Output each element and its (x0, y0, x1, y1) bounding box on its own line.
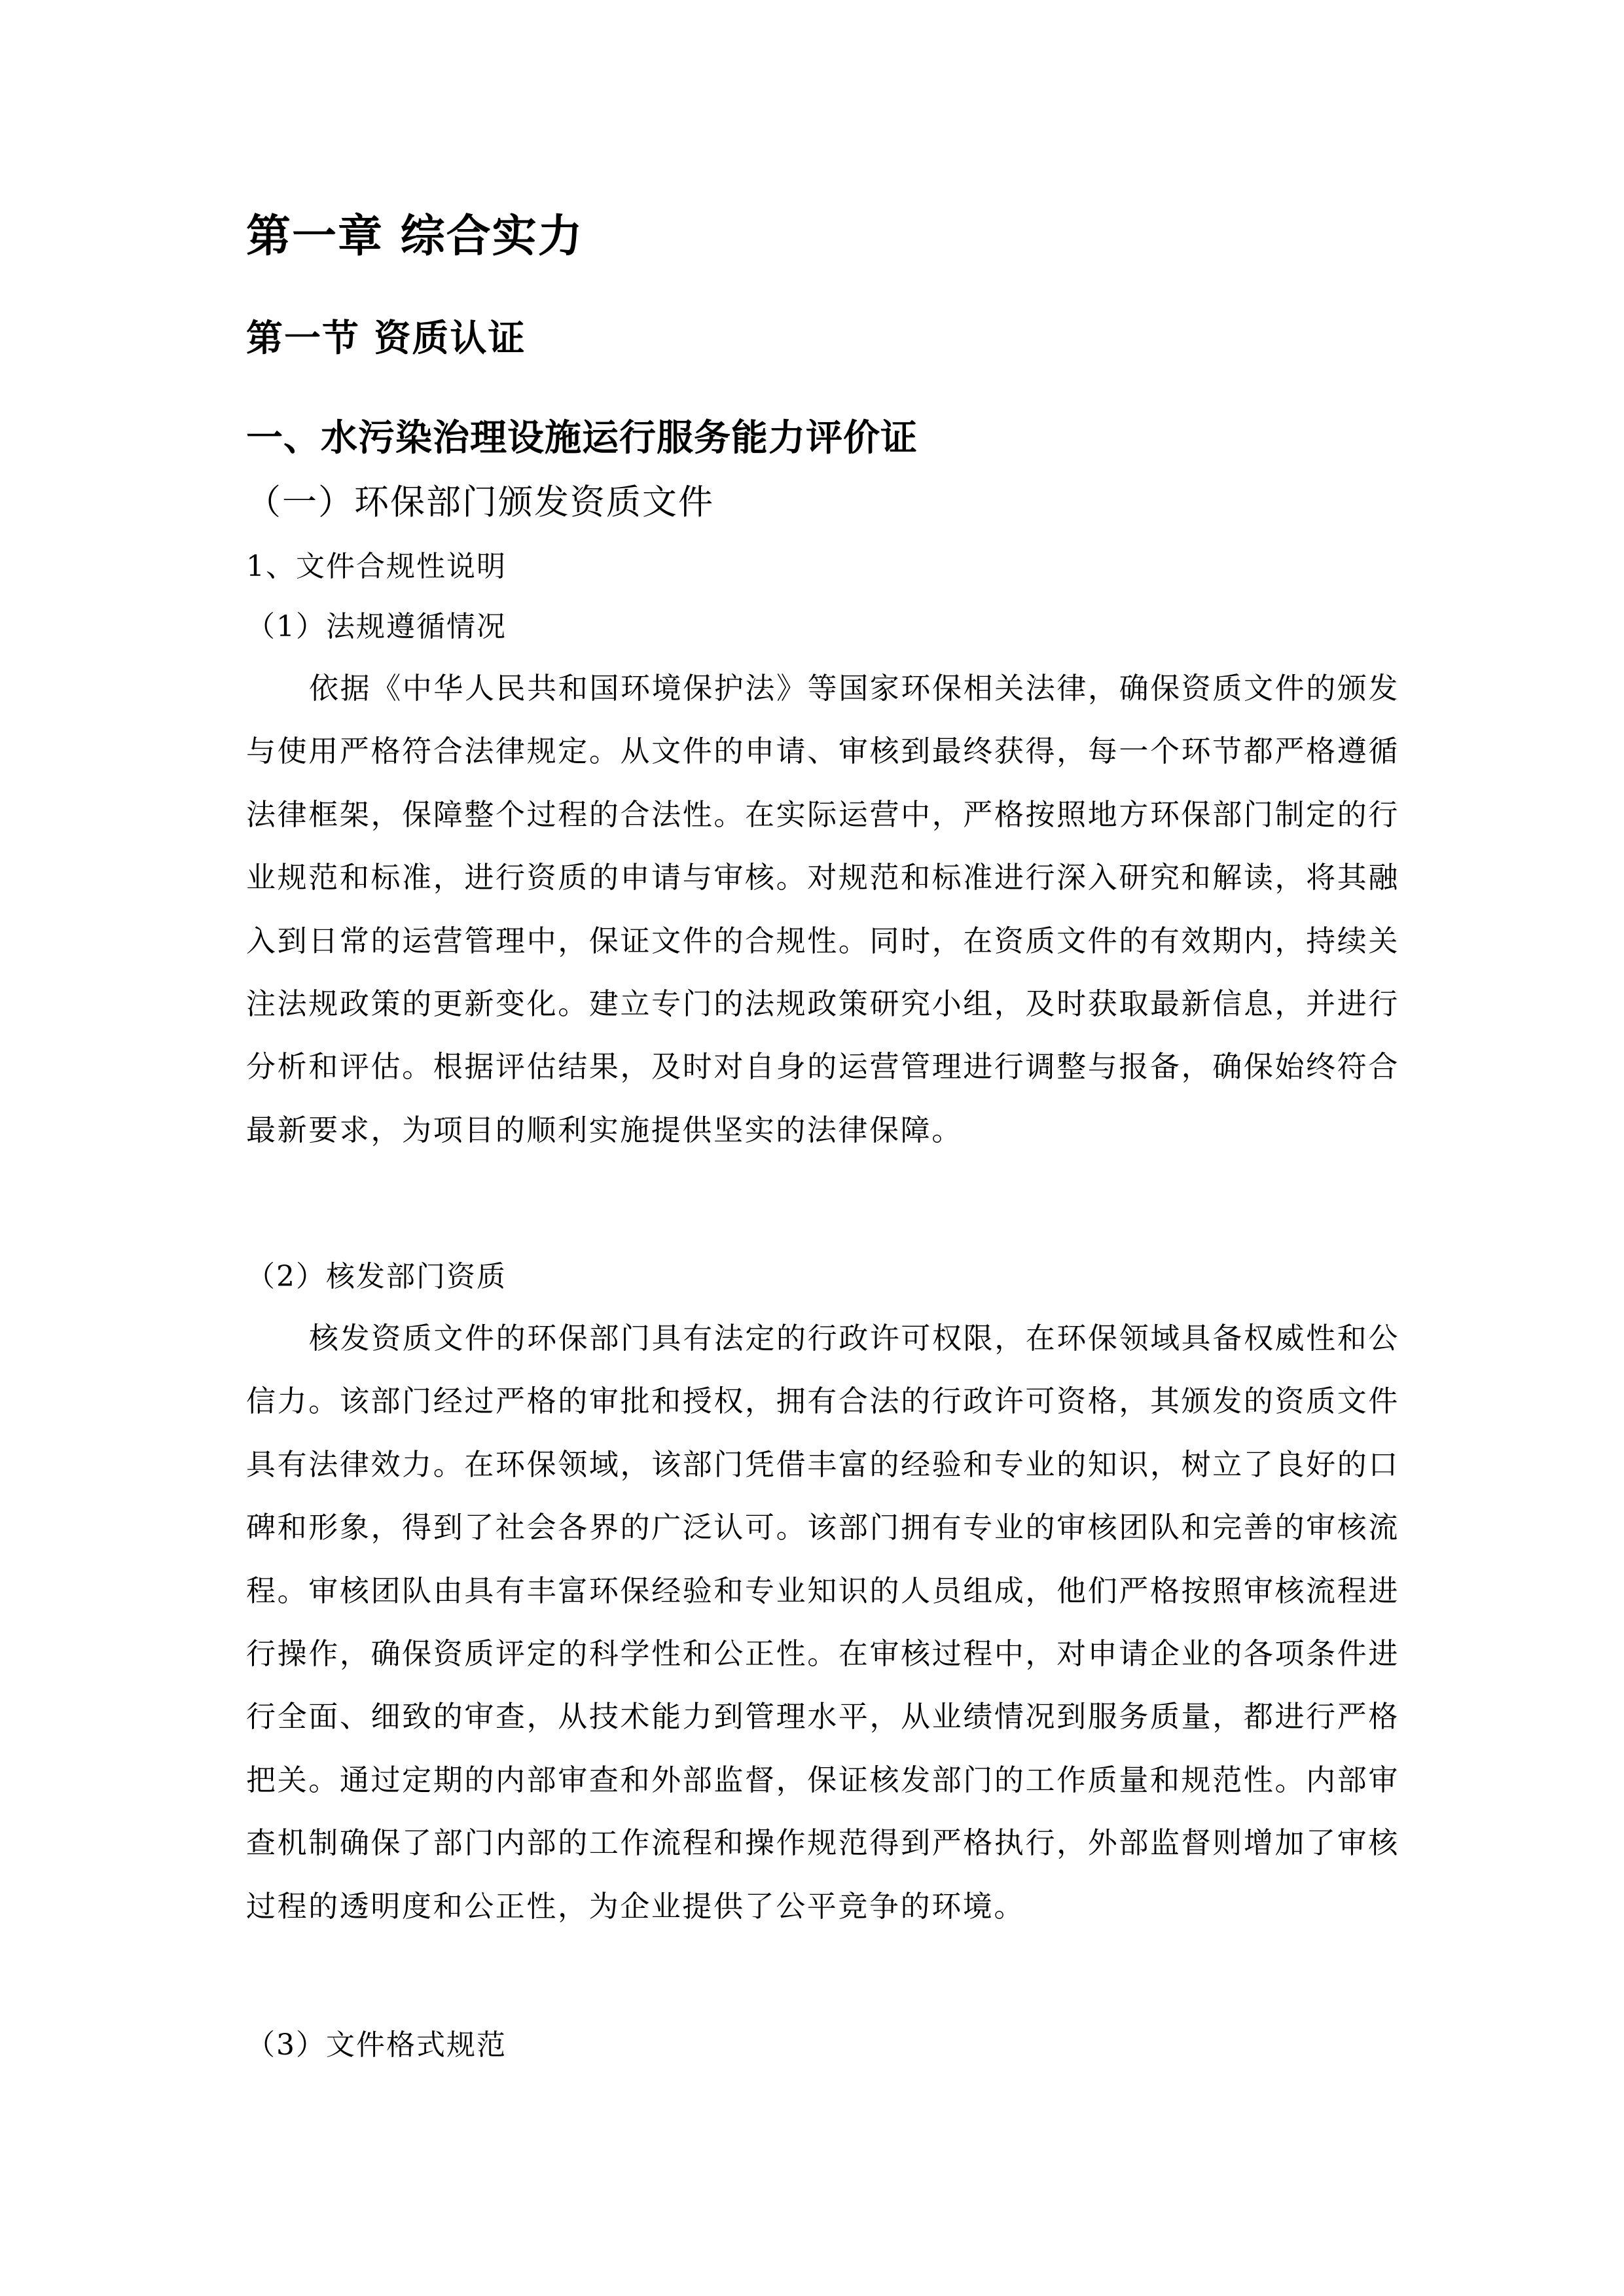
sub-item-heading: （3）文件格式规范 (246, 2028, 507, 2062)
paragraph: 依据《中华人民共和国环境保护法》等国家环保相关法律，确保资质文件的颁发与使用严格符合法律规定。从文件的申请、审核到最终获得，每一个环节都严格遵循法律框架，保障整个过程的合法性。在实际运营中，严格按照地方环保部门制定的行业规范和标准，进行资质的申请与审核。对规范和标准进行深入研究和解读，将其融入到日常的运营管理中，保证文件的合规性。同时，在资质文件的有效期内，持续关注法规政策的更新变化。建立专门的法规政策研究小组，及时获取最新信息，并进行分析和评估。根据评估结果，及时对自身的运营管理进行调整与报备，确保始终符合最新要求，为项目的顺利实施提供坚实的法律保障。 (246, 671, 1400, 1147)
sub-item-heading: （1）法规遵循情况 (246, 610, 507, 643)
chapter-title: 第一章 综合实力 (246, 211, 584, 262)
section-title: 第一节 资质认证 (246, 317, 526, 360)
item-title: 1、文件合规性说明 (246, 550, 507, 583)
part-title: （一）环保部门颁发资质文件 (246, 482, 714, 522)
subsection-title: 一、水污染治理设施运行服务能力评价证 (246, 417, 918, 459)
paragraph: 核发资质文件的环保部门具有法定的行政许可权限，在环保领域具备权威性和公信力。该部门经过严格的审批和授权，拥有合法的行政许可资格，其颁发的资质文件具有法律效力。在环保领域，该部门凭借丰富的经验和专业的知识，树立了良好的口碑和形象，得到了社会各界的广泛认可。该部门拥有专业的审核团队和完善的审核流程。审核团队由具有丰富环保经验和专业知识的人员组成，他们严格按照审核流程进行操作，确保资质评定的科学性和公正性。在审核过程中，对申请企业的各项条件进行全面、细致的审查，从技术能力到管理水平，从业绩情况到服务质量，都进行严格把关。通过定期的内部审查和外部监督，保证核发部门的工作质量和规范性。内部审查机制确保了部门内部的工作流程和操作规范得到严格执行，外部监督则增加了审核过程的透明度和公正性，为企业提供了公平竞争的环境。 (246, 1321, 1400, 1924)
sub-item-heading: （2）核发部门资质 (246, 1260, 507, 1293)
